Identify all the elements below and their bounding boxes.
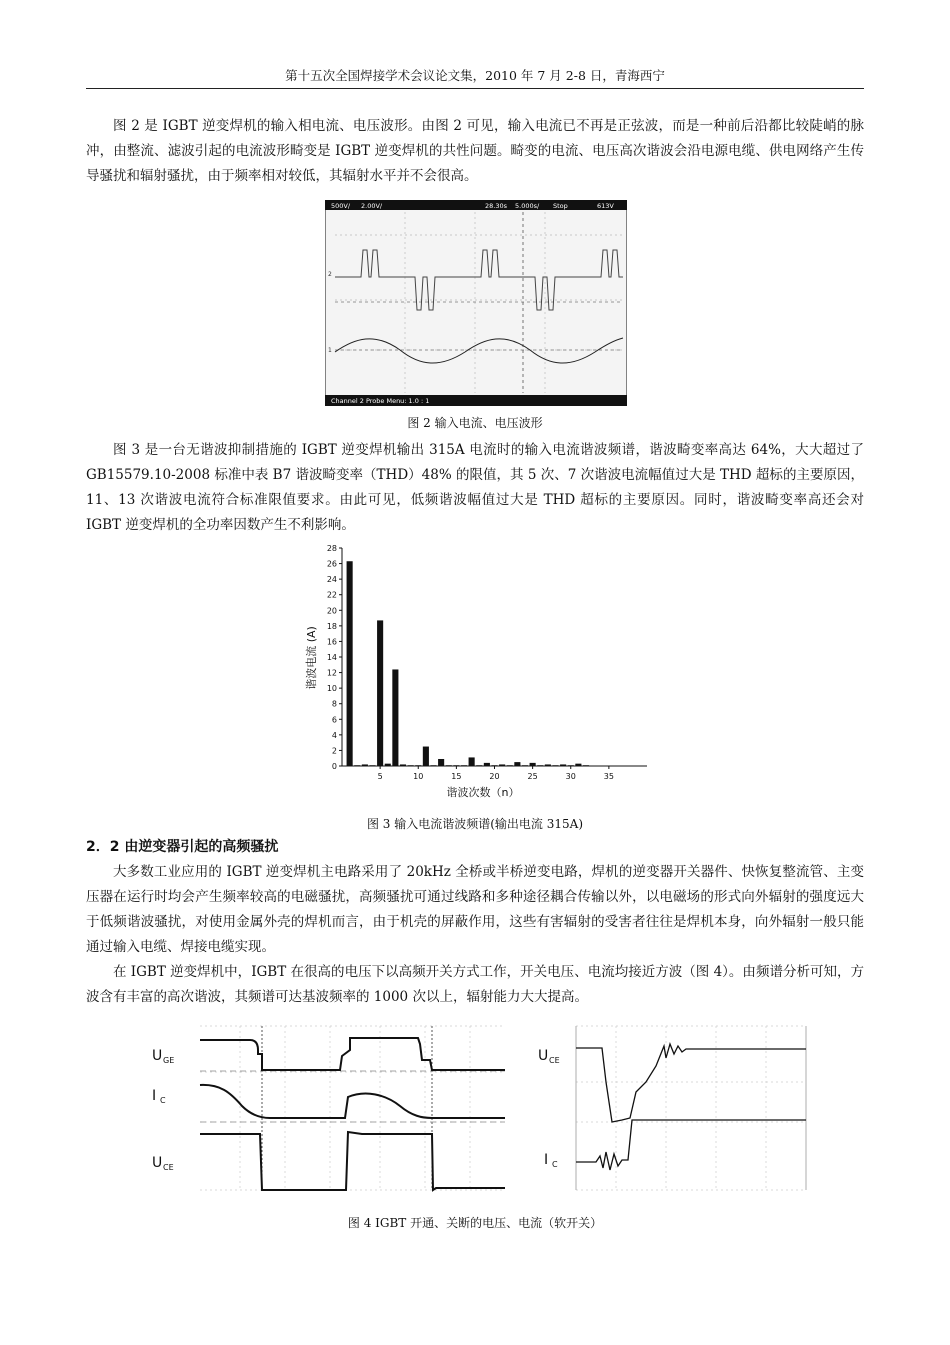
figure-4-left-waveforms: [150, 1022, 520, 1194]
chart-bar: [408, 765, 414, 766]
ic-right-waveform: [576, 1120, 806, 1170]
paragraph-fig3-intro: 图 3 是一台无谐波抑制措施的 IGBT 逆变焊机输出 315A 电流时的输入电流谐波频谱，谐波畸变率高达 64%，大大超过了 GB15579.10-2008 标准中表 B7 谐波畸变率（THD）48% 的限值，其 5 次、7 次谐波电流幅值过大是 THD 超标的主要原因，11、13 次谐波电流符合标准限值要求。由此可见，低频谐波幅值过大是 THD 超标的主要原因。同时，谐波畸变率高还会对 IGBT 逆变焊机的全功率因数产生不利影响。: [86, 442, 864, 533]
chart-bar: [377, 620, 383, 766]
chart-y-tick-label: 18: [326, 621, 337, 631]
chart-bar: [369, 765, 375, 766]
paragraph-igbt-switching: 在 IGBT 逆变焊机中，IGBT 在很高的电压下以高频开关方式工作，开关电压、电流均接近方波（图 4）。由频谱分析可知，方波含有丰富的高次谐波，其频谱可达基波频率的 1000 次以上，辐射能力大大提高。: [86, 964, 864, 1005]
chart-y-tick-label: 4: [331, 730, 337, 740]
ic-waveform: [200, 1085, 505, 1118]
chart-x-tick-label: 25: [527, 772, 538, 781]
label-uce-right-sub: CE: [549, 1056, 560, 1065]
label-ic-sub: C: [160, 1096, 166, 1105]
chart-bar: [469, 757, 475, 766]
chart-bar: [507, 765, 513, 766]
scope-ch1-marker: 1: [328, 347, 332, 354]
label-uge-sub: GE: [163, 1056, 175, 1065]
chart-bar: [354, 765, 360, 766]
chart-bar: [552, 765, 558, 766]
chart-bar: [430, 765, 436, 766]
chart-bar: [446, 765, 452, 766]
chart-bar: [560, 764, 566, 766]
scope-trigger: 613V: [597, 202, 614, 210]
paragraph-inverter-disturbance: 大多数工业应用的 IGBT 逆变焊机主电路采用了 20kHz 全桥或半桥逆变电路，焊机的逆变器开关器件、快恢复整流管、主变压器在运行时均会产生频率较高的电磁骚扰，高频骚扰可通过线路和多种途径耦合传输以外，以电磁场的形式向外辐射的强度远大于低频谐波骚扰，对使用金属外壳的焊机而言，由于机壳的屏蔽作用，这些有害辐射的受害者往往是焊机本身，向外辐射一般只能通过输入电缆、焊接电缆实现。: [86, 864, 864, 955]
scope-position: 28.30s: [485, 202, 507, 210]
chart-y-axis-label: 谐波电流 (A): [305, 626, 318, 690]
label-ic: I: [152, 1088, 157, 1104]
label-ic-right: I: [544, 1152, 549, 1168]
label-ic-right-sub: C: [552, 1160, 558, 1169]
scope-ch1-scale: 500V/: [331, 202, 351, 210]
chart-x-tick-label: 15: [451, 772, 462, 781]
chart-x-axis-label: 谐波次数（n）: [446, 786, 520, 799]
uge-waveform: [200, 1038, 505, 1070]
chart-bar: [453, 765, 459, 766]
chart-y-tick-label: 22: [326, 590, 337, 600]
scope-mode: Stop: [553, 202, 568, 210]
chart-y-tick-label: 10: [326, 684, 337, 694]
label-uce-sub: CE: [163, 1163, 174, 1172]
chart-bar: [530, 763, 536, 766]
scope-ch2-marker: 2: [328, 271, 332, 278]
uce-right-waveform: [576, 1044, 806, 1122]
chart-y-tick-label: 0: [331, 762, 337, 771]
chart-bar: [476, 765, 482, 766]
uce-waveform: [200, 1132, 505, 1190]
chart-bar: [583, 765, 589, 766]
paragraph-fig2-intro: 图 2 是 IGBT 逆变焊机的输入相电流、电压波形。由图 2 可见，输入电流已不再是正弦波，而是一种前后沿都比较陡峭的脉冲，由整流、滤波引起的电流波形畸变是 IGBT 逆变焊机的共性问题。畸变的电流、电压高次谐波会沿电源电缆、供电网络产生传导骚扰和辐射骚扰，由于频率相对较低，其辐射水平并不会很高。: [86, 118, 864, 184]
chart-x-tick-label: 30: [565, 772, 576, 781]
chart-bar: [392, 669, 398, 766]
chart-bar: [423, 747, 429, 766]
chart-bar: [514, 762, 520, 766]
figure-3-harmonic-chart: [300, 540, 652, 802]
chart-x-tick-label: 35: [603, 772, 614, 781]
chart-bar: [415, 765, 421, 766]
label-uce: U: [152, 1155, 163, 1171]
chart-y-tick-label: 12: [326, 668, 337, 678]
chart-y-tick-label: 24: [326, 575, 337, 585]
chart-bar: [522, 765, 528, 766]
chart-bar: [438, 759, 444, 766]
figure-4-caption: 图 4 IGBT 开通、关断的电压、电流（软开关）: [347, 1216, 603, 1230]
label-uce-right: U: [538, 1048, 549, 1064]
chart-y-tick-label: 20: [326, 606, 337, 616]
chart-bar: [362, 764, 368, 766]
scope-ch2-scale: 2.00V/: [361, 202, 383, 210]
figure-3-caption: 图 3 输入电流谐波频谱(输出电流 315A): [366, 817, 583, 831]
chart-y-tick-label: 14: [326, 653, 337, 662]
page-header: 第十五次全国焊接学术会议论文集，2010 年 7 月 2-8 日，青海西宁: [86, 66, 864, 89]
scope-timebase: 5.000s/: [515, 202, 540, 210]
chart-bar: [545, 764, 551, 766]
chart-bar: [575, 764, 581, 766]
chart-y-tick-label: 28: [326, 544, 337, 553]
chart-bar: [385, 764, 391, 766]
chart-y-tick-label: 26: [326, 559, 337, 569]
figure-2-oscilloscope: [325, 200, 627, 406]
chart-x-tick-label: 20: [489, 772, 500, 781]
chart-y-tick-label: 2: [331, 746, 337, 756]
chart-bar: [347, 561, 353, 766]
chart-x-tick-label: 10: [413, 772, 424, 781]
chart-x-tick-label: 5: [377, 772, 383, 781]
chart-bar: [499, 764, 505, 766]
chart-y-tick-label: 6: [331, 715, 337, 725]
section-heading: 2．2 由逆变器引起的高频骚扰: [86, 839, 279, 855]
chart-bar: [537, 765, 543, 766]
figure-4-right-waveforms: [536, 1022, 812, 1194]
chart-bar: [491, 765, 497, 766]
chart-bar: [484, 763, 490, 766]
scope-probe-menu: Channel 2 Probe Menu: 1.0 : 1: [331, 397, 430, 405]
chart-bar: [568, 765, 574, 766]
chart-bar: [461, 765, 467, 766]
figure-2-caption: 图 2 输入电流、电压波形: [407, 416, 543, 430]
label-uge: U: [152, 1048, 163, 1064]
chart-bar: [400, 764, 406, 766]
chart-y-tick-label: 8: [331, 699, 337, 709]
chart-y-tick-label: 16: [326, 637, 337, 647]
